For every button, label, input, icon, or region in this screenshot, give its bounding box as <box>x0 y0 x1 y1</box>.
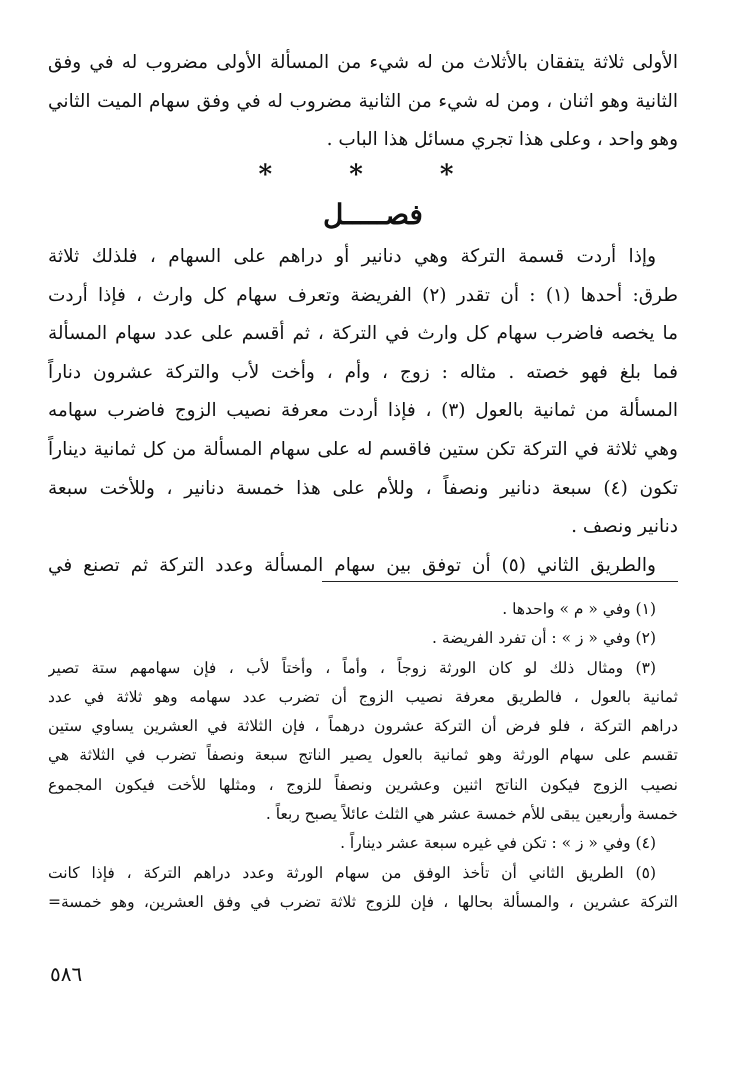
text-line: وهو واحد ، وعلى هذا تجري مسائل هذا الباب . <box>326 129 678 151</box>
text-line: وهي ثلاثة في التركة تكن ستين فاقسم له على سهام المسألة من كل ثمانية ديناراً <box>48 438 678 460</box>
text-line: المسألة من ثمانية بالعول (٣) ، فإذا أردت معرفة نصيب الزوج فاضرب سهامه <box>48 400 678 422</box>
footnote-line: خمسة وأربعين يبقى للأم خمسة عشر هي الثلث عائلاً يصبح ربعاً . <box>265 805 678 824</box>
section-separator: * * * <box>258 160 488 190</box>
page-number: ٥٨٦ <box>50 962 83 986</box>
text-line: الثانية وهو اثنان ، ومن له شيء من الثانية مضروب له في وفق سهام الميت الثاني <box>48 90 678 112</box>
footnote-divider <box>322 581 678 582</box>
text-line: دنانير ونصف . <box>571 516 678 538</box>
footnote-line: (٢) وفي « ز » : أن تفرد الفريضة . <box>432 629 656 648</box>
text-line: تكون (٤) سبعة دنانير ونصفاً ، وللأم على هذا خمسة دنانير ، وللأخت سبعة <box>48 477 678 499</box>
footnote-line: نصيب الزوج فيكون الناتج اثنين وعشرين ونصفاً للزوج ، ومثلها للأخت فيكون المجموع <box>48 775 678 794</box>
text-line: الأولى ثلاثة يتفقان بالأثلاث من له شيء من المسألة الأولى مضروب له في وفق <box>48 52 678 73</box>
main-text-section <box>48 238 678 585</box>
footnote-line: دراهم التركة ، فلو فرض أن التركة عشرون درهماً ، فإن الثلاثة في العشرين يساوي ستين <box>48 717 678 736</box>
footnote-line: تقسم على سهام الورثة وهو ثمانية بالعول يصير الناتج سبعة ونصفاً تضرب في الثلاثة هي <box>48 746 678 765</box>
footnote-line: (٤) وفي « ز » : تكن في غيره سبعة عشر ديناراً . <box>340 834 656 853</box>
text-line: ما يخصه فاضرب سهام كل وارث في التركة ، ثم أقسم على عدد سهام المسألة <box>48 323 678 345</box>
footnote-line: (١) وفي « م » واحدها . <box>502 600 656 618</box>
footnotes <box>48 595 678 917</box>
text-line: طرق: أحدها (١) : أن تقدر (٢) الفريضة وتعرف سهام كل وارث ، فإذا أردت <box>48 284 678 306</box>
text-line: وإذا أردت قسمة التركة وهي دنانير أو دراهم على السهام ، فلذلك ثلاثة <box>48 246 656 267</box>
text-line: والطريق الثاني (٥) أن توفق بين سهام المسألة وعدد التركة ثم تصنع في <box>48 554 656 576</box>
text-line: فما بلغ فهو خصته . مثاله : زوج ، وأم ، وأخت لأب والتركة عشرون دناراً <box>48 361 678 383</box>
footnote-line: التركة عشرين ، والمسألة بحالها ، فإن للزوج ثلاثة تضرب في وفق العشرين، وهو خمسة= <box>48 892 678 911</box>
footnote-line: (٥) الطريق الثاني أن تأخذ الوفق من سهام الورثة وعدد دراهم التركة ، فإذا كانت <box>48 863 656 882</box>
section-title: فصـــــل <box>323 198 423 231</box>
footnote-line: ثمانية بالعول ، فالطريق معرفة نصيب الزوج أن تضرب عدد سهامه وهو ثلاثة في عدد <box>48 687 678 706</box>
footnote-line: (٣) ومثال ذلك لو كان الورثة زوجاً ، وأماً ، وأختاً لأب ، فإن سهامهم ستة تصير <box>48 658 656 677</box>
main-text-top <box>48 44 678 160</box>
